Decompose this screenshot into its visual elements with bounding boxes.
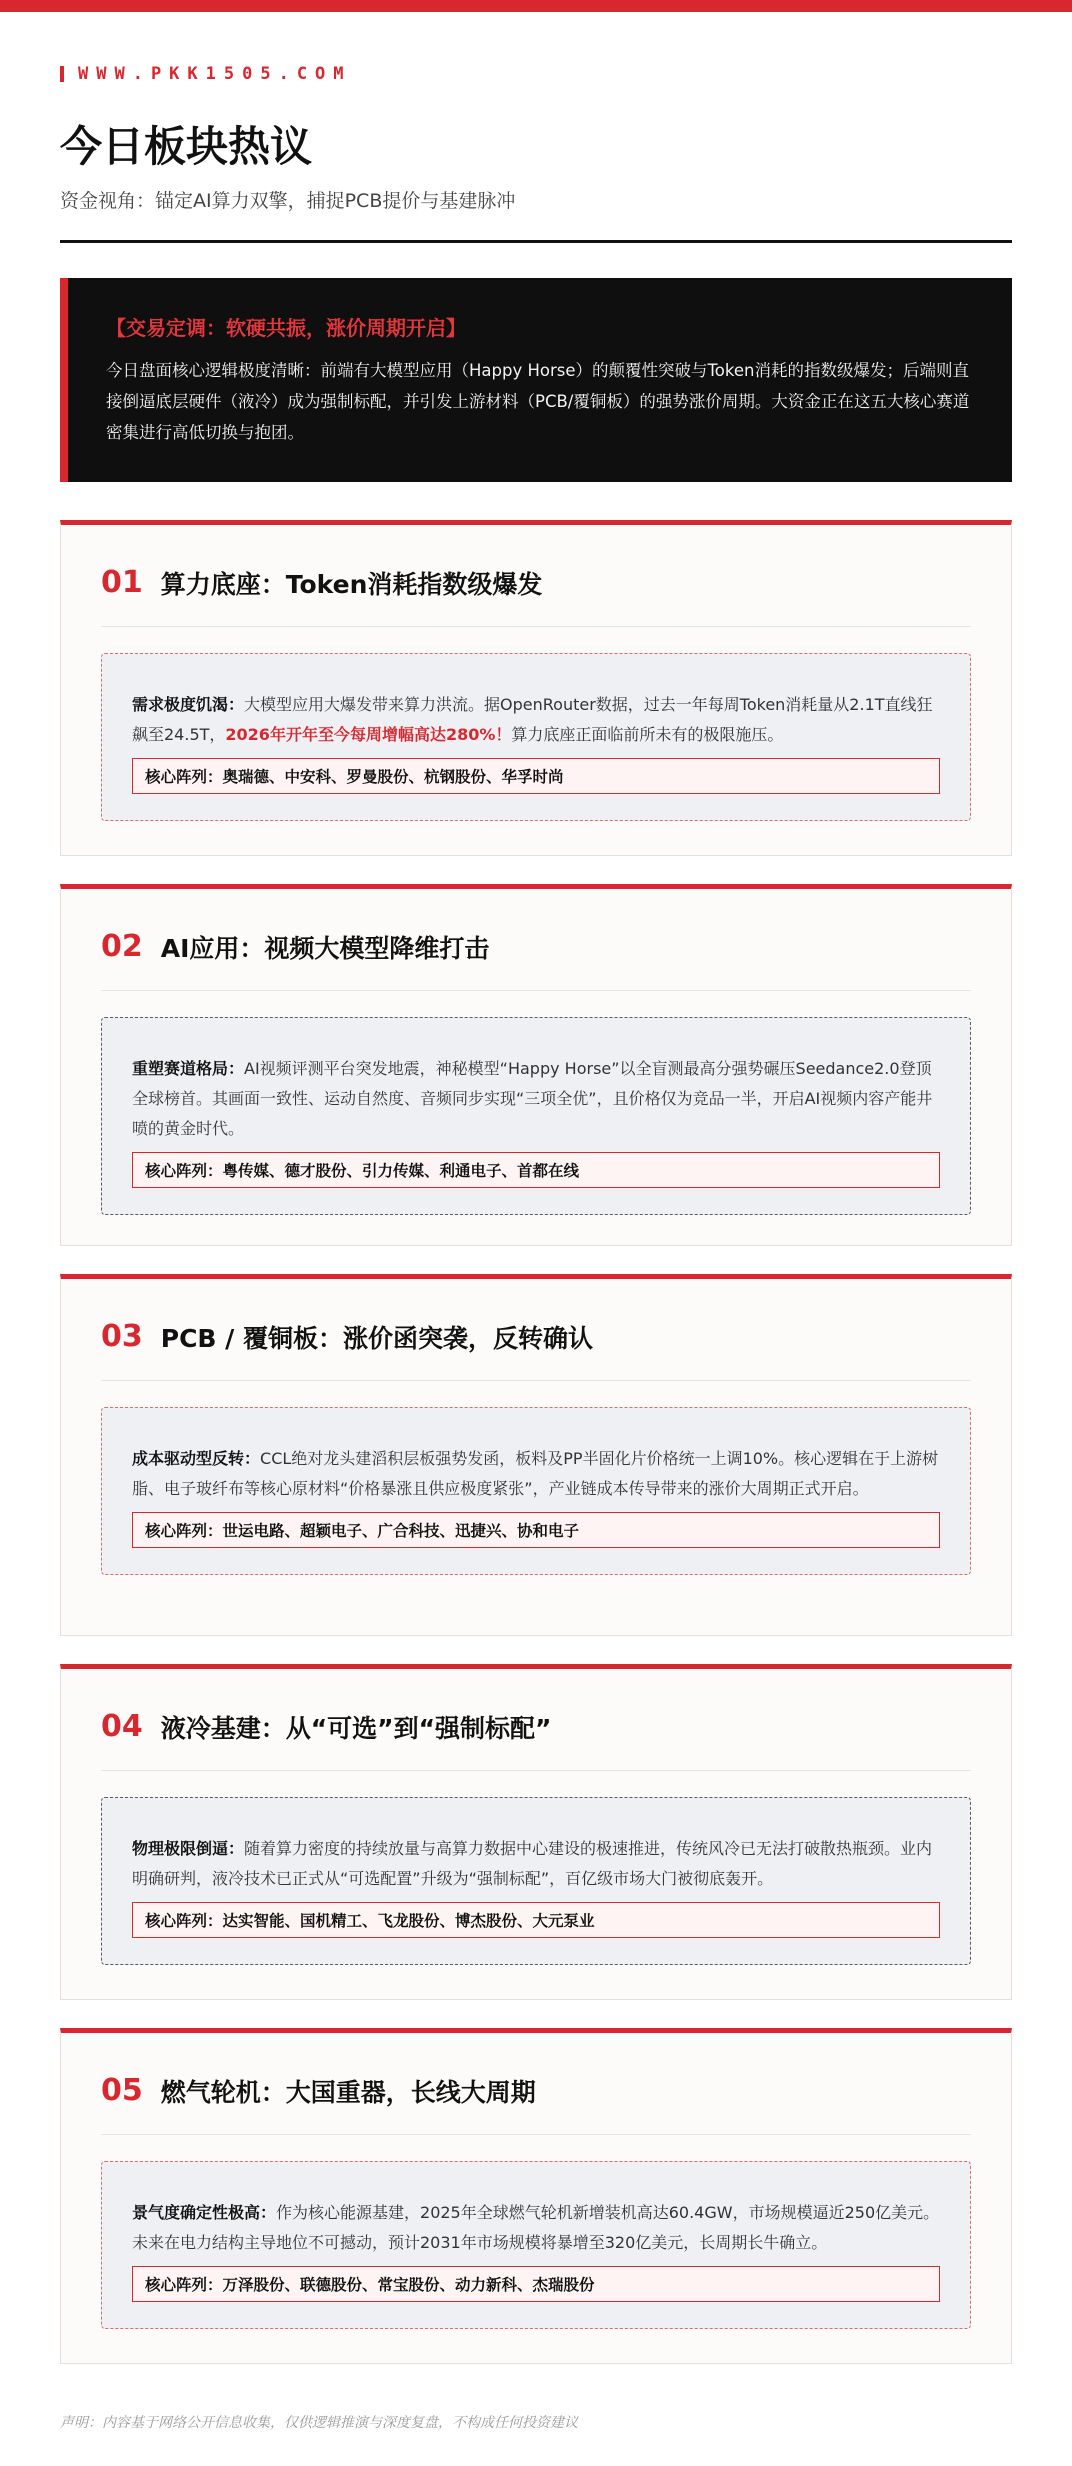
section-card-05 <box>60 2028 1012 2364</box>
section-detail-box <box>101 1797 971 1965</box>
section-title: 算力底座：Token消耗指数级爆发 <box>160 569 543 599</box>
section-number: 03 <box>101 1319 143 1354</box>
section-card-04 <box>60 1664 1012 2000</box>
core-lineup: 核心阵列：粤传媒、德才股份、引力传媒、利通电子、首都在线 <box>132 1152 940 1188</box>
section-number: 04 <box>101 1709 143 1744</box>
detail-lead: 成本驱动型反转： <box>132 1449 261 1468</box>
section-detail-box <box>101 2161 971 2329</box>
section-detail-text <box>132 2198 940 2258</box>
section-title: AI应用：视频大模型降维打击 <box>160 933 490 963</box>
site-url-text: WWW.PKK1505.COM <box>78 64 352 84</box>
intro-text: 今日盘面核心逻辑极度清晰：前端有大模型应用（Happy Horse）的颠覆性突破与Token消耗的指数级爆发；后端则直接倒逼底层硬件（液冷）成为强制标配，并引发上游材料（PCB/覆铜板）的强势涨价周期。大资金正在这五大核心赛道密集进行高低切换与抱团。 <box>106 361 970 442</box>
section-number: 05 <box>101 2073 143 2108</box>
detail-highlight: 2026年开年至今每周增幅高达280%！ <box>225 725 512 744</box>
section-detail-box <box>101 653 971 821</box>
section-header <box>101 525 971 627</box>
detail-body: CCL绝对龙头建滔积层板强势发函，板料及PP半固化片价格统一上调10%。核心逻辑在于上游树脂、电子玻纤布等核心原材料“价格暴涨且供应极度紧张”，产业链成本传导带来的涨价大周期正式开启。 <box>132 1449 939 1498</box>
section-header <box>101 2033 971 2135</box>
core-lineup: 核心阵列：达实智能、国机精工、飞龙股份、博杰股份、大元泵业 <box>132 1902 940 1938</box>
detail-lead: 物理极限倒逼： <box>132 1839 245 1858</box>
site-url[interactable] <box>60 64 352 84</box>
detail-lead: 景气度确定性极高： <box>132 2203 277 2222</box>
top-accent-bar <box>0 0 1072 12</box>
detail-body: 大模型应用大爆发带来算力洪流。据OpenRouter数据，过去一年每周Token消耗量从2.1T直线狂飙至24.5T， <box>132 695 933 744</box>
core-lineup: 核心阵列：奥瑞德、中安科、罗曼股份、杭钢股份、华孚时尚 <box>132 758 940 794</box>
section-detail-text <box>132 1444 940 1504</box>
detail-body: 随着算力密度的持续放量与高算力数据中心建设的极速推进，传统风冷已无法打破散热瓶颈。业内明确研判，液冷技术已正式从“可选配置”升级为“强制标配”，百亿级市场大门被彻底轰开。 <box>132 1839 933 1888</box>
section-title: 燃气轮机：大国重器，长线大周期 <box>160 2077 536 2107</box>
intro-panel <box>60 278 1012 482</box>
section-detail-box <box>101 1407 971 1575</box>
detail-lead: 重塑赛道格局： <box>132 1059 245 1078</box>
url-marker <box>60 66 64 82</box>
section-detail-text <box>132 690 940 750</box>
section-card-01 <box>60 520 1012 856</box>
page-subtitle: 资金视角：锚定AI算力双擎，捕捉PCB提价与基建脉冲 <box>60 190 516 212</box>
section-card-02 <box>60 884 1012 1246</box>
core-lineup: 核心阵列：世运电路、超颖电子、广合科技、迅捷兴、协和电子 <box>132 1512 940 1548</box>
detail-lead: 需求极度饥渴： <box>132 695 245 714</box>
page-title: 今日板块热议 <box>60 122 313 171</box>
section-header <box>101 1669 971 1771</box>
detail-body: AI视频评测平台突发地震，神秘模型“Happy Horse”以全盲测最高分强势碾压Seedance2.0登顶全球榜首。其画面一致性、运动自然度、音频同步实现“三项全优”，且价格仅为竞品一半，开启AI视频内容产能井喷的黄金时代。 <box>132 1059 933 1138</box>
section-detail-text <box>132 1054 940 1144</box>
section-header <box>101 889 971 991</box>
disclaimer: 声明：内容基于网络公开信息收集，仅供逻辑推演与深度复盘，不构成任何投资建议 <box>60 2415 578 2431</box>
section-title: 液冷基建：从“可选”到“强制标配” <box>160 1713 552 1743</box>
section-header <box>101 1279 971 1381</box>
section-number: 02 <box>101 929 143 964</box>
section-card-03 <box>60 1274 1012 1636</box>
section-detail-text <box>132 1834 940 1894</box>
core-lineup: 核心阵列：万泽股份、联德股份、常宝股份、动力新科、杰瑞股份 <box>132 2266 940 2302</box>
section-title: PCB / 覆铜板：涨价函突袭，反转确认 <box>160 1323 594 1353</box>
section-detail-box <box>101 1017 971 1215</box>
section-number: 01 <box>101 565 143 600</box>
page <box>0 12 1072 2466</box>
header-divider <box>60 240 1012 243</box>
detail-body: 作为核心能源基建，2025年全球燃气轮机新增装机高达60.4GW，市场规模逼近250亿美元。未来在电力结构主导地位不可撼动，预计2031年市场规模将暴增至320亿美元，长周期长牛确立。 <box>132 2203 940 2252</box>
detail-body-after: 算力底座正面临前所未有的极限施压。 <box>511 725 784 744</box>
intro-heading: 【交易定调：软硬共振，涨价周期开启】 <box>106 316 466 340</box>
